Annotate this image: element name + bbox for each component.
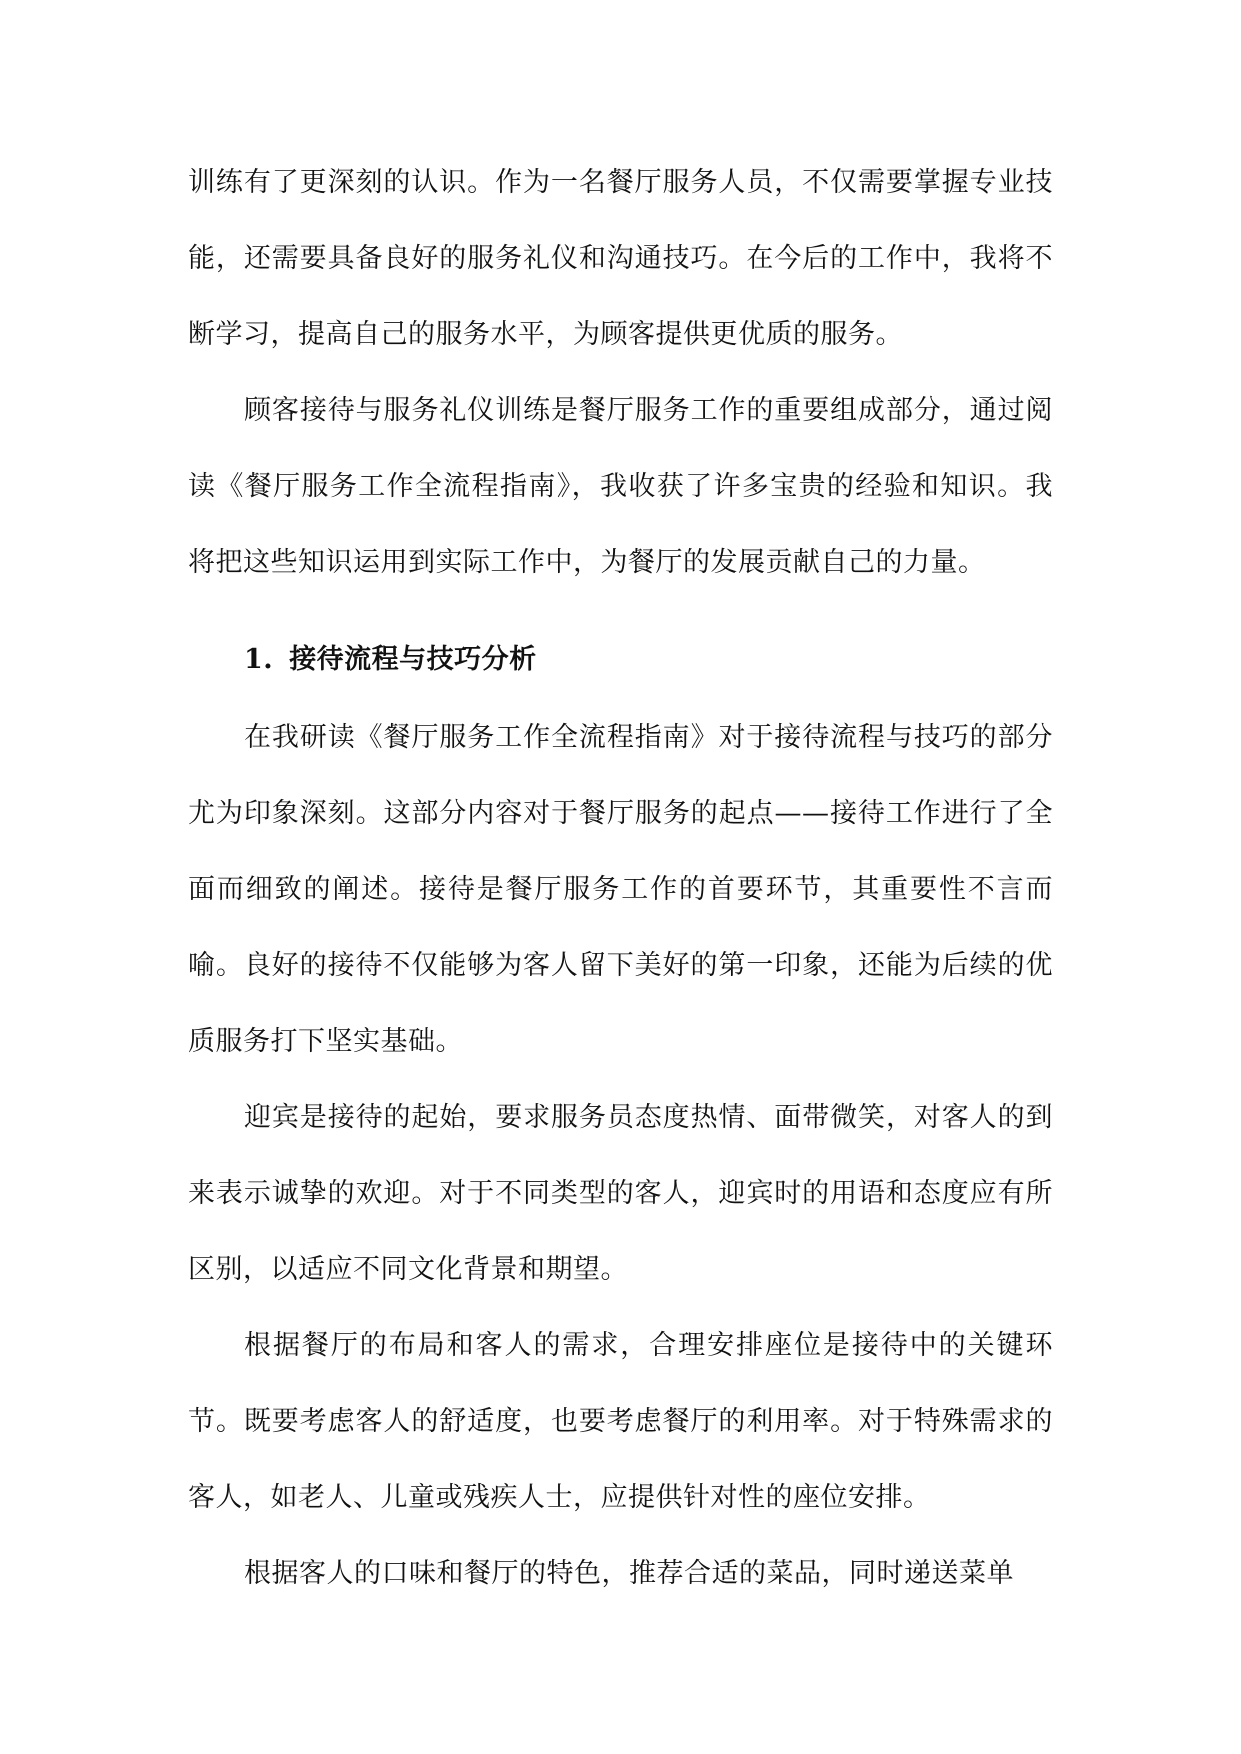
section-heading bbox=[188, 622, 1053, 698]
document-body bbox=[188, 145, 1053, 1612]
paragraph-menu-recommendation: 根据客人的口味和餐厅的特色，推荐合适的菜品，同时递送菜单 bbox=[244, 1558, 1014, 1589]
paragraph-seating: 根据餐厅的布局和客人的需求，合理安排座位是接待中的关键环节。既要考虑客人的舒适度，也要考虑餐厅的利用率。对于特殊需求的客人，如老人、儿童或残疾人士，应提供针对性的座位安排。 bbox=[188, 1330, 1053, 1513]
paragraph-summary: 顾客接待与服务礼仪训练是餐厅服务工作的重要组成部分，通过阅读《餐厅服务工作全流程指南》，我收获了许多宝贵的经验和知识。我将把这些知识运用到实际工作中，为餐厅的发展贡献自己的力量。 bbox=[188, 395, 1053, 578]
section-title: 接待流程与技巧分析 bbox=[289, 644, 537, 675]
paragraph-greeting: 迎宾是接待的起始，要求服务员态度热情、面带微笑，对客人的到来表示诚挚的欢迎。对于不同类型的客人，迎宾时的用语和态度应有所区别，以适应不同文化背景和期望。 bbox=[188, 1102, 1053, 1285]
section-number: 1. bbox=[244, 644, 274, 675]
paragraph-continued: 训练有了更深刻的认识。作为一名餐厅服务人员，不仅需要掌握专业技能，还需要具备良好的服务礼仪和沟通技巧。在今后的工作中，我将不断学习，提高自己的服务水平，为顾客提供更优质的服务。 bbox=[188, 167, 1053, 350]
paragraph-reception-overview: 在我研读《餐厅服务工作全流程指南》对于接待流程与技巧的部分尤为印象深刻。这部分内容对于餐厅服务的起点——接待工作进行了全面而细致的阐述。接待是餐厅服务工作的首要环节，其重要性不言而喻。良好的接待不仅能够为客人留下美好的第一印象，还能为后续的优质服务打下坚实基础。 bbox=[188, 722, 1053, 1057]
